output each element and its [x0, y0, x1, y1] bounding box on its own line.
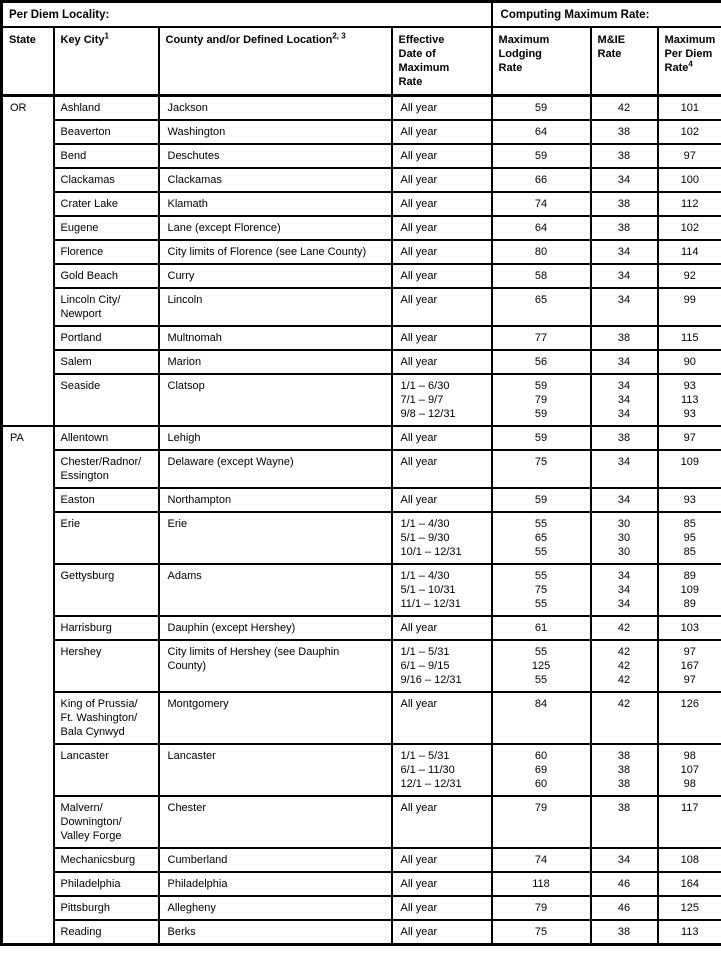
cell-lodging: 55 65 55	[492, 512, 591, 564]
cell-dates: 1/1 – 5/31 6/1 – 11/30 12/1 – 12/31	[392, 744, 492, 796]
cell-per-diem: 85 95 85	[658, 512, 721, 564]
table-row	[2, 872, 721, 896]
cell-lodging: 59	[492, 96, 591, 121]
cell-per-diem: 109	[658, 450, 721, 488]
cell-dates: 1/1 – 4/30 5/1 – 9/30 10/1 – 12/31	[392, 512, 492, 564]
table-row	[2, 350, 721, 374]
cell-mie: 38	[591, 426, 658, 450]
column-header-mie: M&IE Rate	[591, 27, 658, 96]
column-header-max-per-diem: Maximum Per Diem Rate$^4$	[658, 27, 721, 96]
cell-per-diem: 92	[658, 264, 721, 288]
cell-mie: 42	[591, 96, 658, 121]
table-row	[2, 512, 721, 564]
cell-dates: All year	[392, 848, 492, 872]
cell-per-diem: 93	[658, 488, 721, 512]
cell-county: Clatsop	[159, 374, 392, 426]
cell-mie: 38	[591, 326, 658, 350]
table-row	[2, 288, 721, 326]
cell-key-city: Clackamas	[54, 168, 159, 192]
cell-county: City limits of Florence (see Lane County)	[159, 240, 392, 264]
table-row	[2, 744, 721, 796]
cell-county: Dauphin (except Hershey)	[159, 616, 392, 640]
per-diem-locality-header: Per Diem Locality:	[2, 2, 492, 28]
cell-lodging: 58	[492, 264, 591, 288]
cell-county: Allegheny	[159, 896, 392, 920]
cell-lodging: 59	[492, 144, 591, 168]
cell-county: Adams	[159, 564, 392, 616]
table-row	[2, 240, 721, 264]
cell-mie: 38 38 38	[591, 744, 658, 796]
cell-dates: All year	[392, 120, 492, 144]
cell-lodging: 80	[492, 240, 591, 264]
cell-lodging: 64	[492, 120, 591, 144]
table-row	[2, 616, 721, 640]
cell-key-city: Lincoln City/ Newport	[54, 288, 159, 326]
cell-lodging: 59	[492, 488, 591, 512]
cell-per-diem: 99	[658, 288, 721, 326]
cell-per-diem: 125	[658, 896, 721, 920]
cell-lodging: 79	[492, 796, 591, 848]
cell-state: PA	[2, 426, 54, 945]
cell-dates: All year	[392, 488, 492, 512]
cell-key-city: Lancaster	[54, 744, 159, 796]
table-row	[2, 450, 721, 488]
table-row	[2, 848, 721, 872]
table-row	[2, 326, 721, 350]
cell-county: Deschutes	[159, 144, 392, 168]
cell-dates: All year	[392, 240, 492, 264]
cell-key-city: Gold Beach	[54, 264, 159, 288]
cell-dates: 1/1 – 4/30 5/1 – 10/31 11/1 – 12/31	[392, 564, 492, 616]
cell-lodging: 60 69 60	[492, 744, 591, 796]
cell-mie: 42	[591, 692, 658, 744]
cell-dates: All year	[392, 326, 492, 350]
table-row	[2, 896, 721, 920]
cell-county: Montgomery	[159, 692, 392, 744]
cell-per-diem: 114	[658, 240, 721, 264]
table-row	[2, 640, 721, 692]
cell-key-city: Hershey	[54, 640, 159, 692]
table-row	[2, 426, 721, 450]
cell-lodging: 74	[492, 192, 591, 216]
table-row	[2, 692, 721, 744]
cell-dates: All year	[392, 872, 492, 896]
cell-key-city: Ashland	[54, 96, 159, 121]
cell-key-city: Beaverton	[54, 120, 159, 144]
cell-key-city: King of Prussia/ Ft. Washington/ Bala Cynwyd	[54, 692, 159, 744]
cell-per-diem: 103	[658, 616, 721, 640]
cell-lodging: 74	[492, 848, 591, 872]
cell-dates: All year	[392, 264, 492, 288]
cell-lodging: 55 125 55	[492, 640, 591, 692]
cell-county: Clackamas	[159, 168, 392, 192]
cell-county: Cumberland	[159, 848, 392, 872]
table-row	[2, 374, 721, 426]
cell-mie: 34	[591, 488, 658, 512]
cell-mie: 42	[591, 616, 658, 640]
cell-mie: 38	[591, 144, 658, 168]
cell-per-diem: 113	[658, 920, 721, 945]
cell-dates: All year	[392, 920, 492, 945]
cell-key-city: Gettysburg	[54, 564, 159, 616]
cell-key-city: Portland	[54, 326, 159, 350]
cell-mie: 38	[591, 120, 658, 144]
cell-mie: 30 30 30	[591, 512, 658, 564]
cell-dates: All year	[392, 144, 492, 168]
cell-dates: All year	[392, 450, 492, 488]
cell-key-city: Salem	[54, 350, 159, 374]
cell-dates: All year	[392, 216, 492, 240]
cell-mie: 38	[591, 920, 658, 945]
cell-mie: 34	[591, 168, 658, 192]
cell-mie: 34	[591, 240, 658, 264]
cell-dates: All year	[392, 192, 492, 216]
cell-state: OR	[2, 96, 54, 427]
table-row	[2, 564, 721, 616]
cell-mie: 34	[591, 450, 658, 488]
cell-mie: 42 42 42	[591, 640, 658, 692]
table-body	[2, 96, 721, 945]
cell-lodging: 118	[492, 872, 591, 896]
cell-per-diem: 101	[658, 96, 721, 121]
cell-county: Washington	[159, 120, 392, 144]
cell-key-city: Philadelphia	[54, 872, 159, 896]
cell-dates: All year	[392, 168, 492, 192]
cell-county: Lane (except Florence)	[159, 216, 392, 240]
column-header-max-lodging: Maximum Lodging Rate	[492, 27, 591, 96]
cell-county: Lehigh	[159, 426, 392, 450]
cell-key-city: Harrisburg	[54, 616, 159, 640]
cell-key-city: Allentown	[54, 426, 159, 450]
cell-per-diem: 100	[658, 168, 721, 192]
cell-per-diem: 126	[658, 692, 721, 744]
cell-mie: 38	[591, 192, 658, 216]
cell-per-diem: 93 113 93	[658, 374, 721, 426]
cell-key-city: Mechanicsburg	[54, 848, 159, 872]
cell-mie: 34	[591, 264, 658, 288]
cell-per-diem: 115	[658, 326, 721, 350]
cell-county: Lancaster	[159, 744, 392, 796]
table-row	[2, 168, 721, 192]
cell-key-city: Seaside	[54, 374, 159, 426]
table-row	[2, 192, 721, 216]
cell-key-city: Easton	[54, 488, 159, 512]
cell-per-diem: 102	[658, 120, 721, 144]
cell-lodging: 55 75 55	[492, 564, 591, 616]
cell-dates: All year	[392, 350, 492, 374]
cell-county: Marion	[159, 350, 392, 374]
cell-key-city: Reading	[54, 920, 159, 945]
cell-per-diem: 97 167 97	[658, 640, 721, 692]
cell-per-diem: 117	[658, 796, 721, 848]
cell-dates: All year	[392, 96, 492, 121]
cell-key-city: Bend	[54, 144, 159, 168]
cell-dates: All year	[392, 616, 492, 640]
cell-county: Berks	[159, 920, 392, 945]
cell-lodging: 75	[492, 450, 591, 488]
column-header-row	[2, 27, 721, 96]
cell-lodging: 65	[492, 288, 591, 326]
cell-mie: 46	[591, 872, 658, 896]
cell-lodging: 75	[492, 920, 591, 945]
cell-county: Klamath	[159, 192, 392, 216]
cell-county: City limits of Hershey (see Dauphin County)	[159, 640, 392, 692]
table-header	[2, 2, 721, 96]
cell-county: Delaware (except Wayne)	[159, 450, 392, 488]
cell-key-city: Crater Lake	[54, 192, 159, 216]
cell-per-diem: 89 109 89	[658, 564, 721, 616]
cell-county: Erie	[159, 512, 392, 564]
table-row	[2, 120, 721, 144]
cell-key-city: Erie	[54, 512, 159, 564]
cell-county: Curry	[159, 264, 392, 288]
cell-per-diem: 112	[658, 192, 721, 216]
cell-mie: 34	[591, 848, 658, 872]
cell-lodging: 79	[492, 896, 591, 920]
table-row	[2, 96, 721, 121]
cell-mie: 34 34 34	[591, 374, 658, 426]
cell-key-city: Florence	[54, 240, 159, 264]
cell-dates: All year	[392, 288, 492, 326]
table-row	[2, 796, 721, 848]
top-header-row	[2, 2, 721, 28]
column-header-key-city: Key City$^1$	[54, 27, 159, 96]
cell-dates: All year	[392, 896, 492, 920]
cell-lodging: 66	[492, 168, 591, 192]
cell-lodging: 59	[492, 426, 591, 450]
cell-mie: 38	[591, 216, 658, 240]
cell-key-city: Chester/Radnor/ Essington	[54, 450, 159, 488]
cell-mie: 46	[591, 896, 658, 920]
cell-mie: 34	[591, 288, 658, 326]
cell-county: Northampton	[159, 488, 392, 512]
cell-per-diem: 102	[658, 216, 721, 240]
cell-lodging: 56	[492, 350, 591, 374]
cell-county: Chester	[159, 796, 392, 848]
cell-county: Multnomah	[159, 326, 392, 350]
cell-per-diem: 164	[658, 872, 721, 896]
table-row	[2, 920, 721, 945]
cell-dates: 1/1 – 5/31 6/1 – 9/15 9/16 – 12/31	[392, 640, 492, 692]
column-header-county: County and/or Defined Location$^{2, 3}$	[159, 27, 392, 96]
cell-per-diem: 97	[658, 144, 721, 168]
table-row	[2, 264, 721, 288]
table-row	[2, 488, 721, 512]
table-row	[2, 144, 721, 168]
cell-county: Philadelphia	[159, 872, 392, 896]
cell-county: Jackson	[159, 96, 392, 121]
computing-maximum-rate-header: Computing Maximum Rate:	[492, 2, 721, 28]
cell-lodging: 61	[492, 616, 591, 640]
cell-dates: All year	[392, 426, 492, 450]
table-row	[2, 216, 721, 240]
cell-mie: 34	[591, 350, 658, 374]
cell-lodging: 64	[492, 216, 591, 240]
cell-key-city: Eugene	[54, 216, 159, 240]
cell-lodging: 84	[492, 692, 591, 744]
column-header-state: State	[2, 27, 54, 96]
cell-lodging: 77	[492, 326, 591, 350]
cell-lodging: 59 79 59	[492, 374, 591, 426]
cell-dates: All year	[392, 796, 492, 848]
cell-key-city: Pittsburgh	[54, 896, 159, 920]
cell-mie: 38	[591, 796, 658, 848]
cell-dates: 1/1 – 6/30 7/1 – 9/7 9/8 – 12/31	[392, 374, 492, 426]
cell-mie: 34 34 34	[591, 564, 658, 616]
cell-county: Lincoln	[159, 288, 392, 326]
cell-key-city: Malvern/ Downington/ Valley Forge	[54, 796, 159, 848]
cell-dates: All year	[392, 692, 492, 744]
cell-per-diem: 98 107 98	[658, 744, 721, 796]
cell-per-diem: 90	[658, 350, 721, 374]
column-header-effective-date: Effective Date of Maximum Rate	[392, 27, 492, 96]
cell-per-diem: 97	[658, 426, 721, 450]
cell-per-diem: 108	[658, 848, 721, 872]
